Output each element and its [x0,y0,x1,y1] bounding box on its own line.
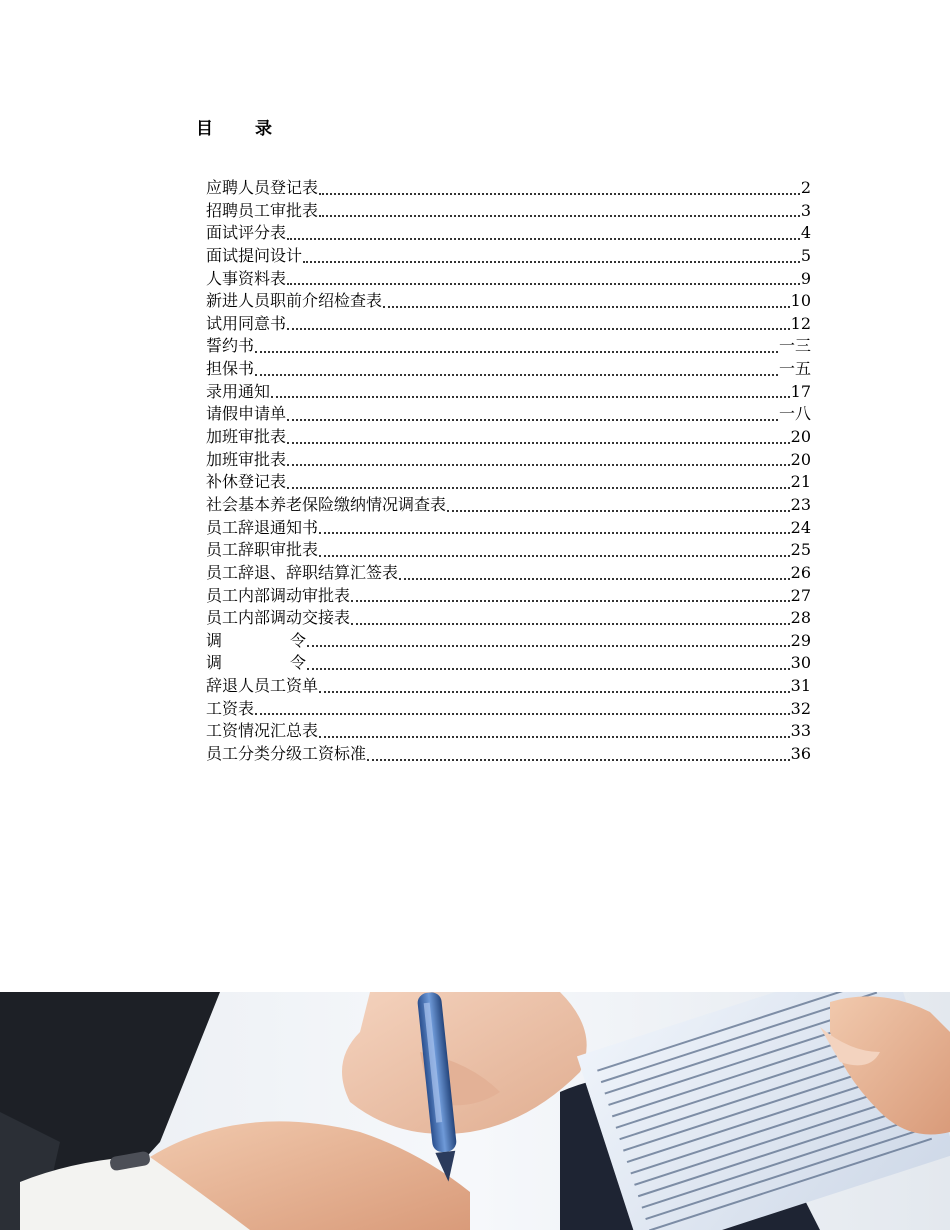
toc-item-page: 36 [790,744,811,763]
toc-item-label: 员工辞退、辞职结算汇签表 [206,562,399,582]
toc-item-page: 32 [790,698,811,718]
toc-item[interactable] [206,517,811,540]
toc-item[interactable] [206,245,811,268]
toc-item-label [206,652,306,675]
toc-dot-leader [351,607,790,630]
toc-item[interactable] [206,471,811,494]
toc-item-page: 4 [800,223,811,243]
toc-item[interactable] [206,290,811,313]
toc-item[interactable] [206,222,811,245]
toc-item-page: 29 [790,630,811,650]
toc-item-page: 30 [790,653,811,673]
toc-dot-leader [287,403,778,426]
toc-item-label: 新进人员职前介绍检查表 [206,291,383,311]
toc-item[interactable] [206,675,811,698]
toc-item-page: 2 [800,177,811,197]
toc-item-label: 誓约书 [206,336,255,356]
toc-title-first: 目 [196,119,213,139]
toc-item-label: 员工内部调动审批表 [206,585,351,605]
toc-dot-leader [255,698,790,721]
toc-dot-leader [287,313,790,336]
toc-item[interactable] [206,607,811,630]
toc-item[interactable] [206,177,811,200]
toc-item-label: 加班审批表 [206,449,287,469]
toc-dot-leader [307,652,790,675]
toc-title-second: 录 [255,119,272,139]
toc-item-label: 担保书 [206,359,255,379]
toc-item-page: 5 [800,245,811,265]
toc-dot-leader [287,426,790,449]
toc-dot-leader [287,471,790,494]
toc-item-label: 请假申请单 [206,404,287,424]
toc-item[interactable] [206,698,811,721]
toc-dot-leader [255,358,778,381]
toc-dot-leader [255,335,778,358]
toc-item[interactable] [206,630,811,653]
toc-item[interactable] [206,403,811,426]
toc-item-label: 录用通知 [206,381,271,401]
toc-item-label: 应聘人员登记表 [206,177,319,197]
toc-item-label: 面试评分表 [206,223,287,243]
toc-dot-leader [319,539,790,562]
toc-dot-leader [351,585,790,608]
toc-item[interactable] [206,743,811,766]
toc-item-label: 工资情况汇总表 [206,721,319,741]
toc-item-page: 31 [790,676,811,696]
toc-item-label: 社会基本养老保险缴纳情况调查表 [206,494,447,514]
toc-dot-leader [399,562,790,585]
toc-item[interactable] [206,313,811,336]
toc-title [196,114,272,139]
toc-item-label: 试用同意书 [206,313,287,333]
toc-item-page: 20 [790,427,811,447]
toc-item-label-first: 调 [206,653,223,673]
toc-item[interactable] [206,268,811,291]
toc-item-label: 员工辞职审批表 [206,540,319,560]
toc-item-page: 17 [790,381,811,401]
toc-item[interactable] [206,652,811,675]
toc-item-label: 补休登记表 [206,472,287,492]
toc-item[interactable] [206,494,811,517]
toc-item-page: 9 [800,268,811,288]
toc-item[interactable] [206,720,811,743]
toc-dot-leader [271,381,790,404]
toc-item-label: 加班审批表 [206,427,287,447]
toc-item[interactable] [206,381,811,404]
toc-item-page: 10 [790,291,811,311]
toc-item-label-second: 令 [290,653,307,673]
toc-item-page: 21 [790,472,811,492]
toc-item[interactable] [206,335,811,358]
toc-item-page: 一八 [778,404,811,424]
toc-dot-leader [447,494,790,517]
toc-item-page: 25 [790,540,811,560]
toc-dot-leader [383,290,790,313]
toc-item-page: 27 [790,585,811,605]
toc-item-label: 招聘员工审批表 [206,200,319,220]
toc-dot-leader [307,630,790,653]
toc-item-page: 23 [790,494,811,514]
toc-item-label-first: 调 [206,630,223,650]
toc-dot-leader [319,675,790,698]
toc-dot-leader [303,245,800,268]
toc-item-page: 一五 [778,359,811,379]
toc-dot-leader [287,449,790,472]
toc-item-label-second: 令 [290,630,307,650]
toc-dot-leader [319,720,790,743]
toc-item-label: 工资表 [206,698,255,718]
toc-item-label: 员工内部调动交接表 [206,608,351,628]
toc-item[interactable] [206,358,811,381]
toc-item-page: 12 [790,313,811,333]
toc-dot-leader [319,517,790,540]
toc-item[interactable] [206,449,811,472]
toc-item[interactable] [206,562,811,585]
toc-item-label [206,630,306,653]
toc-item[interactable] [206,585,811,608]
toc-item-page: 一三 [778,336,811,356]
toc-item-label: 员工辞退通知书 [206,517,319,537]
toc-item[interactable] [206,539,811,562]
toc-item-page: 20 [790,449,811,469]
toc-dot-leader [319,177,800,200]
toc-item-page: 33 [790,721,811,741]
toc-item-page: 26 [790,562,811,582]
toc-item[interactable] [206,200,811,223]
toc-item-page: 24 [790,517,811,537]
toc-list [206,177,811,766]
toc-item-label: 员工分类分级工资标准 [206,744,367,763]
toc-dot-leader [287,222,800,245]
toc-item-page: 28 [790,608,811,628]
toc-item-label: 辞退人员工资单 [206,676,319,696]
toc-item-label: 面试提问设计 [206,245,303,265]
toc-item[interactable] [206,426,811,449]
toc-dot-leader [287,268,800,291]
toc-item-label: 人事资料表 [206,268,287,288]
toc-dot-leader [367,743,790,766]
toc-item-page: 3 [800,200,811,220]
toc-dot-leader [319,200,800,223]
handshake-document-photo [0,992,950,1230]
